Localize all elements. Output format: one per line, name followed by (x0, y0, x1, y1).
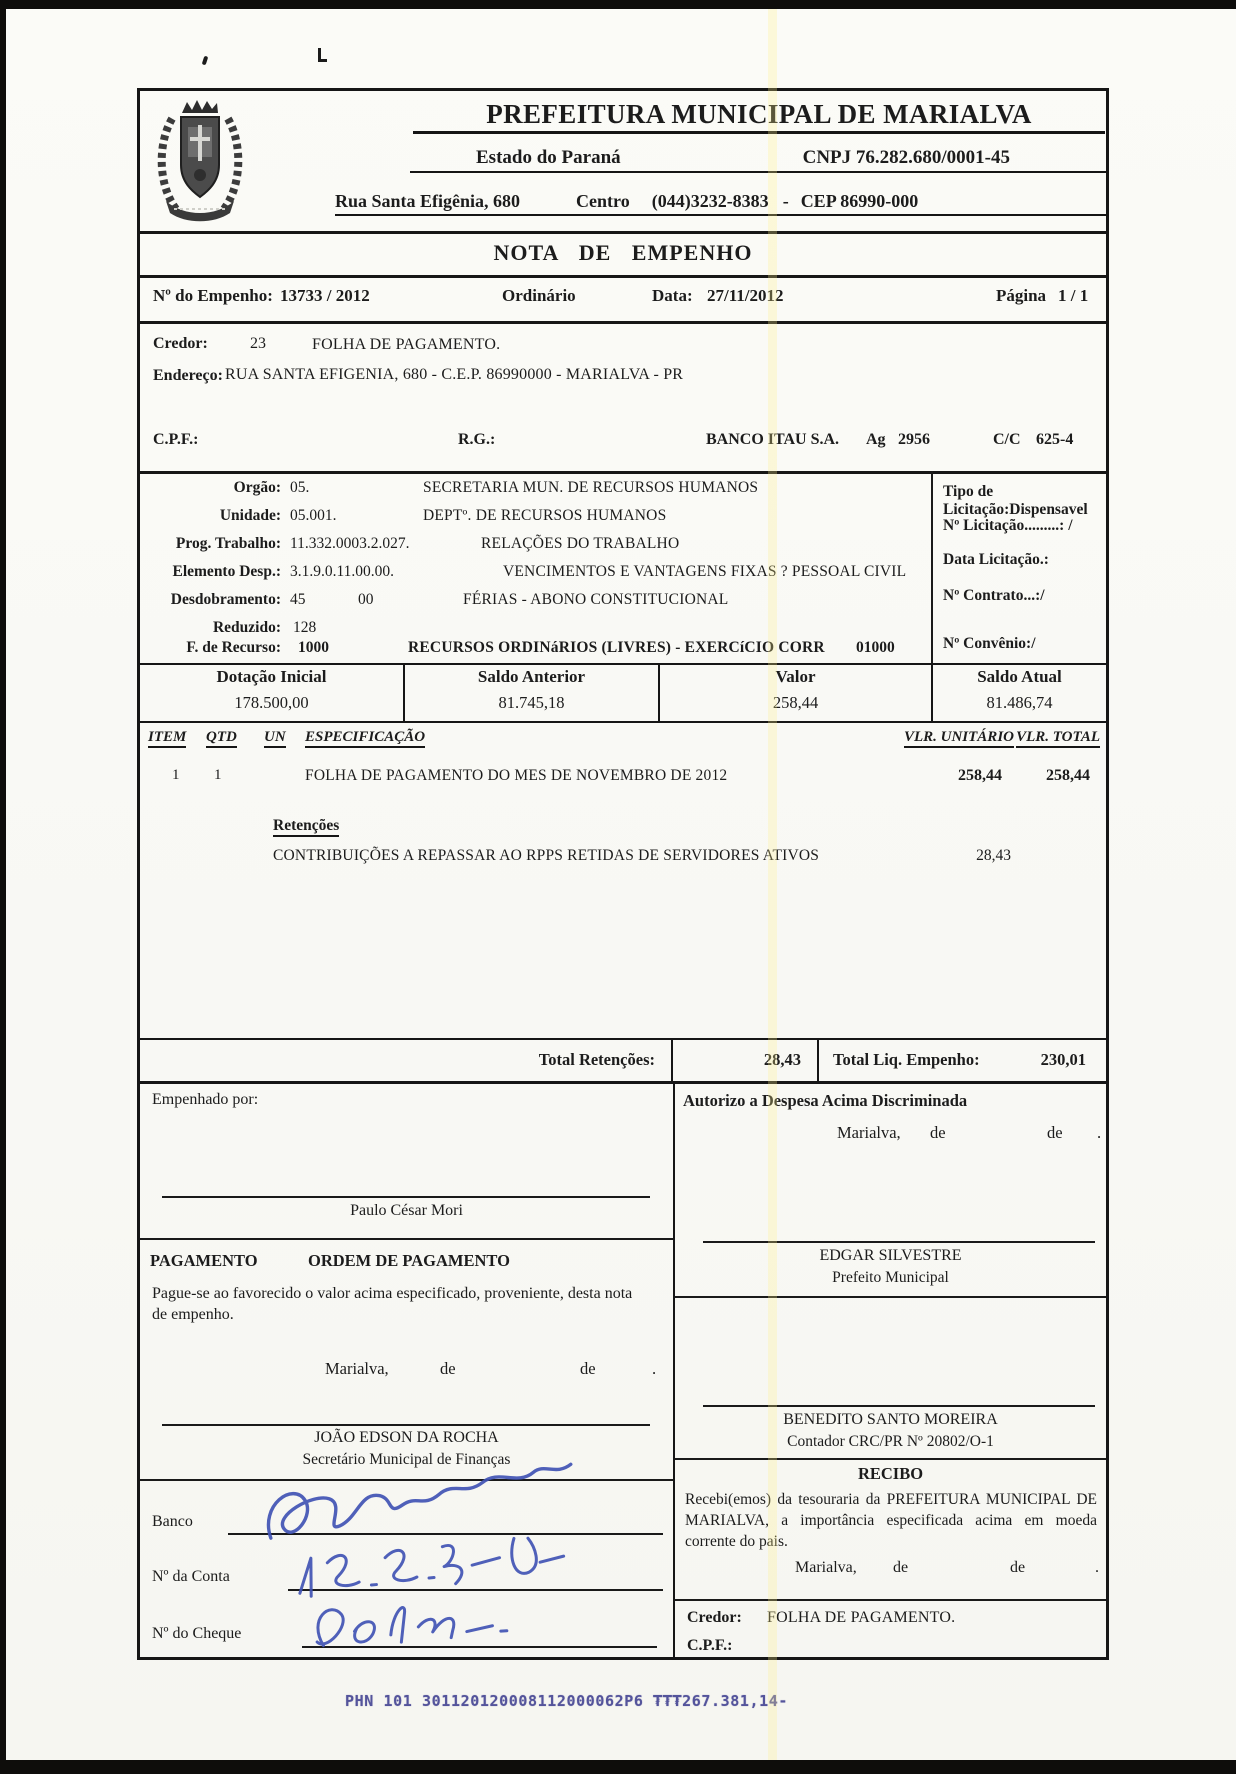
item-vlr-total: 258,44 (1046, 767, 1090, 784)
total-retencoes-label-cell (140, 1038, 673, 1081)
street-address: Rua Santa Efigênia, 680 (335, 191, 521, 211)
bank-account-value: 625-4 (1036, 431, 1074, 448)
de-label: de (440, 1359, 456, 1378)
budget-row-desdobramento (140, 591, 931, 613)
header-state-cnpj-line (410, 147, 1108, 173)
dotacao-value: 178.500,00 (234, 693, 309, 712)
nota-de-empenho-form (137, 88, 1109, 1660)
licitacao-convenio: Nº Convênio:/ (943, 635, 1036, 652)
district-label: Centro (576, 191, 630, 211)
total-retencoes-value-cell (673, 1038, 819, 1081)
retencoes-title: Retenções (273, 817, 339, 837)
prog-trabalho-label: Prog. Trabalho: (175, 535, 281, 552)
dotacao-header: Saldo Anterior (477, 667, 586, 686)
contador-name: BENEDITO SANTO MOREIRA (783, 1411, 998, 1428)
dotacao-header: Valor (775, 667, 816, 686)
prefeito-role: Prefeito Municipal (832, 1269, 949, 1286)
prog-trabalho-code: 11.332.0003.2.027. (290, 535, 410, 552)
contador-signature-line (703, 1405, 1095, 1407)
dotacao-header: Saldo Atual (977, 667, 1062, 686)
items-header-vlr-total: VLR. TOTAL (1016, 729, 1100, 748)
city-label: Marialva, (795, 1559, 857, 1576)
prog-trabalho-desc: RELAÇÕES DO TRABALHO (481, 535, 680, 552)
document-title-bar (140, 231, 1106, 278)
dotacao-cell-inicial (140, 663, 405, 721)
recibo-title: RECIBO (857, 1464, 924, 1483)
items-header-especificacao: ESPECIFICAÇÃO (305, 729, 425, 748)
licitacao-contrato: Nº Contrato...:/ (943, 587, 1045, 604)
prefeito-signature-line (703, 1241, 1095, 1243)
item-especificacao: FOLHA DE PAGAMENTO DO MES DE NOVEMBRO DE 2012 (305, 767, 728, 784)
dotacao-value: 81.486,74 (986, 693, 1053, 712)
reduzido-code: 128 (293, 619, 317, 636)
reduzido-label: Reduzido: (212, 619, 281, 636)
bank-account-label: C/C (993, 431, 1021, 448)
licitacao-column-divider (931, 471, 933, 663)
secretario-signature-line (162, 1424, 650, 1426)
period-mark: . (652, 1359, 657, 1378)
dotacao-cell-valor (660, 663, 933, 721)
cep-value: CEP 86990-000 (800, 191, 919, 211)
ordem-pagamento-text: Pague-se ao favorecido o valor acima especificado, proveniente, desta nota de empenho. (152, 1285, 633, 1323)
total-liq-cell (819, 1038, 1106, 1081)
desdobramento-desc: FÉRIAS - ABONO CONSTITUCIONAL (463, 591, 729, 608)
dotacao-value: 258,44 (772, 693, 819, 712)
totals-row (140, 1038, 1106, 1084)
secretario-name: JOÃO EDSON DA ROCHA (314, 1429, 499, 1446)
total-liq-label: Total Liq. Empenho: (833, 1049, 980, 1069)
budget-row-prog-trabalho (140, 535, 931, 557)
unidade-desc: DEPTº. DE RECURSOS HUMANOS (423, 507, 667, 524)
creditor-name: FOLHA DE PAGAMENTO. (312, 336, 501, 353)
budget-row-fonte-recurso (140, 639, 931, 661)
period-mark: . (1097, 1123, 1102, 1142)
unidade-label: Unidade: (219, 507, 281, 524)
item-number: 1 (172, 767, 180, 783)
de-label: de (893, 1559, 909, 1576)
pagamento-label: PAGAMENTO (150, 1251, 258, 1270)
empenhado-signature-line (162, 1196, 650, 1198)
empenho-type: Ordinário (502, 286, 576, 305)
prefeito-name: EDGAR SILVESTRE (819, 1247, 962, 1264)
dotacao-cell-saldo-atual (933, 663, 1106, 721)
address-value: RUA SANTA EFIGENIA, 680 - C.E.P. 86990000 - MARIALVA - PR (225, 366, 684, 383)
de-label: de (1047, 1123, 1063, 1142)
bank-name: BANCO ITAU S.A. (706, 431, 840, 448)
ordem-pagamento-title: ORDEM DE PAGAMENTO (308, 1251, 510, 1270)
budget-row-elemento (140, 563, 931, 585)
creditor-block (140, 321, 1106, 474)
fonte-recurso-extra-code: 01000 (856, 639, 895, 656)
total-retencoes-value: 28,43 (763, 1049, 801, 1069)
de-label: de (930, 1123, 946, 1142)
empenhado-por-label: Empenhado por: (152, 1091, 259, 1108)
signatures-left-column (140, 1081, 675, 1657)
orgao-code: 05. (290, 479, 310, 496)
items-header-item: ITEM (148, 729, 186, 748)
rg-label: R.G.: (458, 431, 496, 448)
page-number-label: Página (996, 286, 1047, 305)
empenhado-box-divider (140, 1238, 673, 1240)
autorizo-title: Autorizo a Despesa Acima Discriminada (683, 1091, 968, 1110)
licitacao-tipo: Tipo de Licitação:Dispensavel (943, 483, 1088, 518)
city-label: Marialva, (325, 1359, 389, 1378)
unidade-code: 05.001. (290, 507, 337, 524)
licitacao-numero: Nº Licitação.........: / (943, 517, 1073, 534)
city-label: Marialva, (837, 1123, 901, 1142)
elemento-label: Elemento Desp.: (172, 563, 281, 580)
fonte-recurso-code: 1000 (298, 639, 329, 656)
bank-agency-value: 2956 (898, 431, 930, 448)
elemento-desc: VENCIMENTOS E VANTAGENS FIXAS ? PESSOAL CIVIL (503, 563, 907, 580)
de-label: de (1010, 1559, 1026, 1576)
address-label: Endereço: (153, 367, 223, 384)
item-qtd: 1 (214, 767, 222, 783)
fonte-recurso-desc: RECURSOS ORDINáRIOS (LIVRES) - EXERCíCIO CORR (408, 639, 825, 656)
bank-agency-label: Ag (866, 431, 886, 448)
dot-matrix-footer-code: PHN 101 301120120008112000062P6 ₮₮₮267.381,14- (345, 1692, 789, 1710)
signatures-right-column (675, 1081, 1106, 1657)
dotacao-table (140, 663, 1106, 723)
orgao-desc: SECRETARIA MUN. DE RECURSOS HUMANOS (423, 479, 759, 496)
page-number-value: 1 / 1 (1058, 286, 1089, 305)
budget-row-unidade (140, 507, 931, 529)
banco-field-label: Banco (152, 1513, 193, 1530)
fonte-recurso-label: F. de Recurso: (186, 639, 281, 656)
items-header-un: UN (264, 729, 286, 748)
retencao-desc: CONTRIBUIÇÕES A REPASSAR AO RPPS RETIDAS DE SERVIDORES ATIVOS (273, 847, 820, 864)
dotacao-header: Dotação Inicial (216, 667, 327, 686)
municipality-title: PREFEITURA MUNICIPAL DE MARIALVA (413, 99, 1105, 134)
de-label: de (580, 1359, 596, 1378)
cpf-label: C.P.F.: (153, 431, 199, 448)
desdobramento-label: Desdobramento: (170, 591, 281, 608)
recibo-text: Recebi(emos) da tesouraria da PREFEITURA MUNICIPAL DE MARIALVA, a importância especificada acima em moeda corrente do pais. (685, 1491, 1097, 1550)
creditor-label: Credor: (153, 335, 208, 352)
empenhado-signer-name: Paulo César Mori (350, 1202, 463, 1219)
cheque-field-label: Nº do Cheque (152, 1625, 242, 1642)
licitacao-data: Data Licitação.: (943, 551, 1049, 568)
dash-separator: - (782, 191, 789, 211)
document-header (140, 91, 1106, 234)
state-label: Estado do Paraná (476, 147, 621, 168)
desdobramento-code: 45 (290, 591, 306, 608)
header-address-line (335, 191, 1108, 216)
phone-number: (044)3232-8383 (651, 191, 769, 211)
budget-classification-block (140, 471, 1106, 665)
dotacao-value: 81.745,18 (498, 693, 565, 712)
recibo-credor-name: FOLHA DE PAGAMENTO. (767, 1609, 956, 1626)
signatures-section (140, 1081, 1106, 1657)
items-header-qtd: QTD (206, 729, 237, 748)
budget-row-reduzido (140, 619, 931, 641)
contador-role: Contador CRC/PR Nº 20802/O-1 (787, 1433, 994, 1450)
conta-field-label: Nº da Conta (152, 1568, 230, 1585)
orgao-label: Orgão: (233, 479, 281, 496)
municipal-coat-of-arms-logo (154, 97, 246, 225)
cnpj-value: CNPJ 76.282.680/0001-45 (802, 147, 1010, 168)
dotacao-cell-saldo-anterior (405, 663, 660, 721)
empenho-number-label: Nº do Empenho: (153, 286, 273, 305)
creditor-code: 23 (250, 335, 266, 352)
autorizo-box-divider (675, 1296, 1106, 1298)
empenho-date-value: 27/11/2012 (707, 286, 784, 305)
empenho-number-row (140, 275, 1106, 324)
items-header-vlr-unitario: VLR. UNITÁRIO (904, 729, 1014, 748)
recibo-credor-label: Credor: (687, 1609, 742, 1626)
empenho-number-value: 13733 / 2012 (280, 286, 370, 305)
items-block (140, 721, 1106, 1040)
budget-row-orgao (140, 479, 931, 501)
secretario-role: Secretário Municipal de Finanças (302, 1451, 511, 1468)
total-retencoes-label: Total Retenções: (538, 1049, 655, 1069)
retencao-valor: 28,43 (976, 847, 1011, 864)
scan-artifact-mark (318, 59, 327, 62)
item-vlr-unitario: 258,44 (958, 767, 1002, 784)
total-liq-value: 230,01 (1040, 1049, 1086, 1069)
recibo-box-divider (675, 1599, 1106, 1601)
empenho-date-label: Data: (652, 286, 693, 305)
period-mark: . (1095, 1559, 1099, 1576)
document-title: NOTA DE EMPENHO (493, 240, 753, 265)
contador-box-divider (675, 1458, 1106, 1460)
elemento-code: 3.1.9.0.11.00.00. (290, 563, 395, 580)
recibo-cpf-label: C.P.F.: (687, 1637, 733, 1654)
desdobramento-code2: 00 (358, 591, 374, 608)
